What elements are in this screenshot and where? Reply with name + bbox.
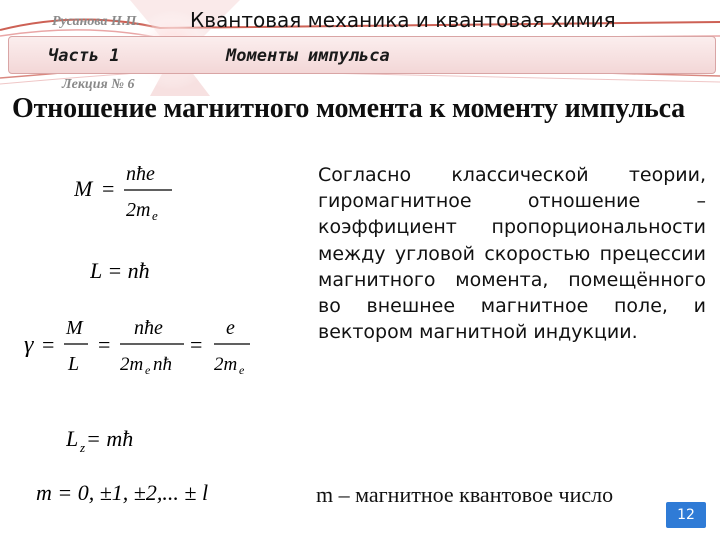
formula-lz-rhs: = mħ: [86, 426, 134, 451]
formula-g-f3-sub: e: [239, 363, 245, 377]
formula-quantum-values: [36, 476, 276, 510]
formula-magnetic-moment: [74, 160, 184, 230]
formula-lz-lhs: L: [66, 426, 79, 451]
topic-label: Моменты импульса: [226, 46, 390, 66]
formula-g-f2-sub: e: [145, 363, 151, 377]
formula-l-text: L = nħ: [90, 258, 150, 283]
svg-text:=: =: [98, 332, 111, 357]
formula-g-f2-num: nħe: [134, 317, 163, 339]
formula-g-f2-tail: nħ: [153, 354, 172, 375]
formula-angular-momentum: [90, 254, 180, 288]
body-paragraph: Согласно классической теории, гиромагнитное отношение – коэффициент пропорциональности между угловой скоростью прецессии магнитного момента, помещённого во внешнее магнитное поле, и вектором магнитной индукции.: [318, 164, 706, 344]
formula-g-f1-den: L: [68, 353, 80, 375]
formula-m-values: m = 0, ±1, ±2,... ± l: [36, 480, 209, 505]
formula-g-f1-num: M: [66, 317, 83, 339]
formula-m-den: 2m: [126, 199, 151, 221]
formula-gamma: γ: [24, 332, 34, 358]
footnote-quantum-number: m – магнитное квантовое число: [316, 482, 614, 507]
course-title: Квантовая механика и квантовая химия: [190, 8, 616, 32]
svg-text:=: =: [102, 176, 115, 201]
svg-text:=: =: [190, 332, 203, 357]
formula-lz-sub: z: [80, 440, 86, 455]
author-name: Русанова Н.П.: [52, 14, 140, 29]
formula-m-sub: e: [152, 208, 158, 223]
formula-m-lhs: M: [74, 176, 93, 201]
formula-g-f2-den: 2m: [120, 354, 144, 375]
formula-projection: [66, 422, 176, 458]
svg-text:=: =: [42, 332, 55, 357]
formula-g-f3-den: 2m: [214, 354, 238, 375]
formula-gyromagnetic: [24, 312, 264, 384]
slide-title: Отношение магнитного момента к моменту импульса: [12, 93, 685, 124]
formula-g-f3-num: e: [226, 317, 235, 339]
page-number-badge: 12: [666, 502, 706, 528]
formula-m-num: nħe: [126, 163, 155, 185]
part-label: Часть 1: [48, 46, 120, 66]
lecture-label: Лекция № 6: [62, 77, 135, 92]
